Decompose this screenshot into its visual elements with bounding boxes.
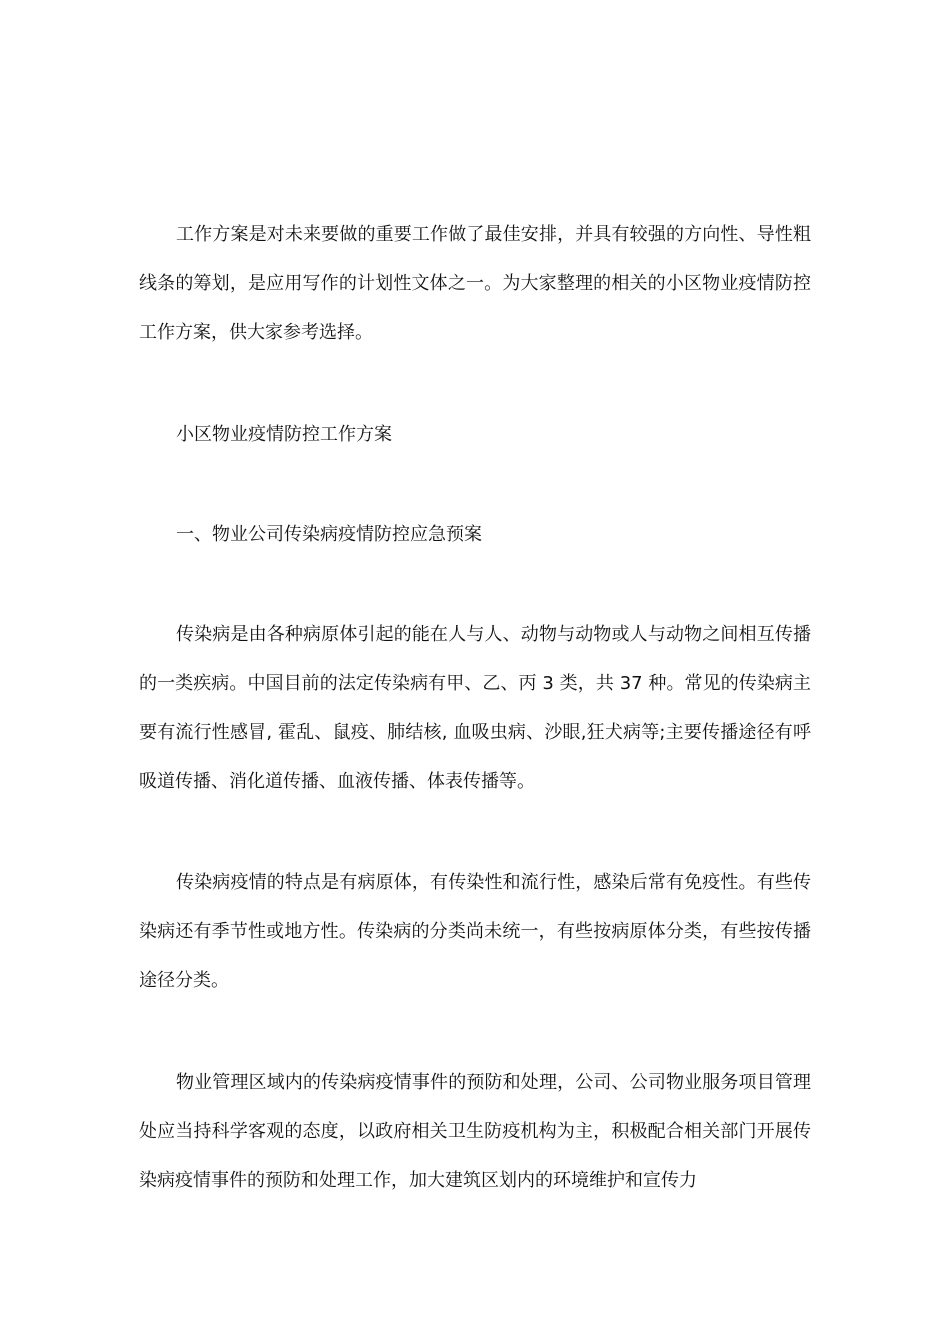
property-management-paragraph-block [139,1058,811,1205]
document-title-block [139,410,811,459]
epidemic-features-paragraph-block [139,858,811,1005]
intro-paragraph-block [139,210,811,357]
intro-paragraph: 工作方案是对未来要做的重要工作做了最佳安排，并具有较强的方向性、导性粗线条的筹划，是应用写作的计划性文体之一。为大家整理的相关的小区物业疫情防控工作方案，供大家参考选择。 [139,224,811,343]
epidemic-features-paragraph: 传染病疫情的特点是有病原体，有传染性和流行性，感染后常有免疫性。有些传染病还有季节性或地方性。传染病的分类尚未统一，有些按病原体分类，有些按传播途径分类。 [139,872,811,991]
section-heading: 一、物业公司传染病疫情防控应急预案 [176,524,482,545]
section-heading-block [139,510,811,559]
infectious-disease-paragraph: 传染病是由各种病原体引起的能在人与人、动物与动物或人与动物之间相互传播的一类疾病。中国目前的法定传染病有甲、乙、丙 3 类，共 37 种。常见的传染病主要有流行性感冒, 霍乱、鼠疫、肺结核, 血吸虫病、沙眼,狂犬病等;主要传播途径有呼吸道传播、消化道传播、血液传播、体表传播等。 [139,624,811,792]
infectious-disease-paragraph-block [139,610,811,806]
document-title: 小区物业疫情防控工作方案 [176,424,392,445]
property-management-paragraph: 物业管理区域内的传染病疫情事件的预防和处理，公司、公司物业服务项目管理处应当持科学客观的态度，以政府相关卫生防疫机构为主，积极配合相关部门开展传染病疫情事件的预防和处理工作，加大建筑区划内的环境维护和宣传力 [139,1072,811,1191]
